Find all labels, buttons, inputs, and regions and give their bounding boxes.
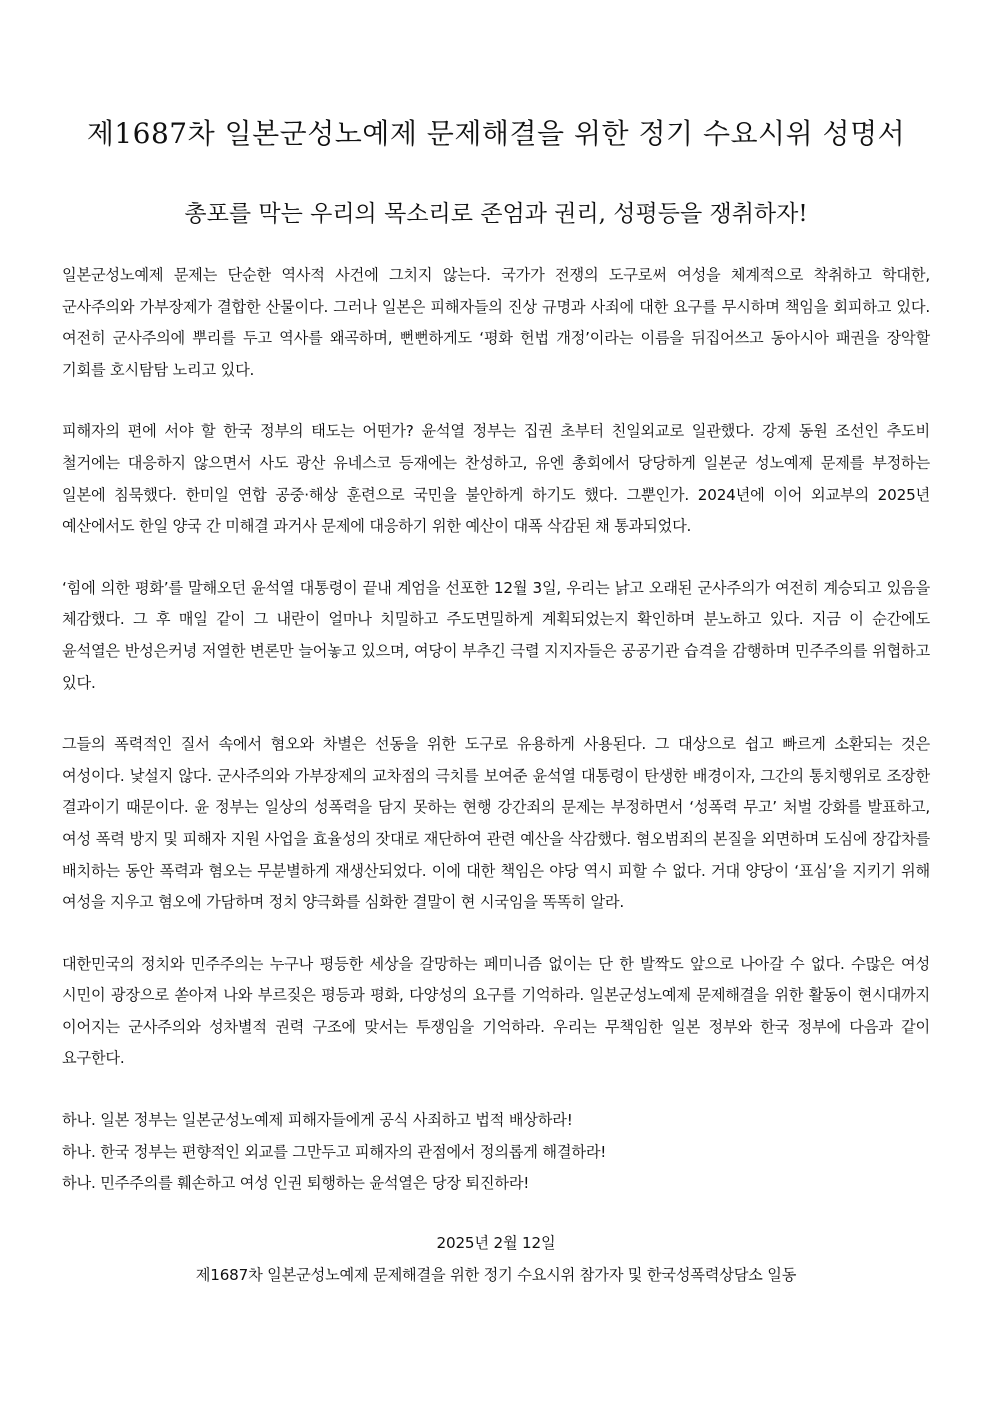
statement-signer: 제1687차 일본군성노예제 문제해결을 위한 정기 수요시위 참가자 및 한국성폭력상담소 일동 <box>195 1266 797 1284</box>
paragraph: 그들의 폭력적인 질서 속에서 혐오와 차별은 선동을 위한 도구로 유용하게 사용된다. 그 대상으로 쉽고 빠르게 소환되는 것은 여성이다. 낯설지 않다. 군사주의와 가부장제의 교차점의 극치를 보여준 윤석열 대통령이 탄생한 배경이자, 그간의 통치행위로 조장한 결과이기 때문이다. 윤 정부는 일상의 성폭력을 담지 못하는 현행 강간죄의 문제는 부정하면서 ‘성폭력 무고’ 처벌 강화를 발표하고, 여성 폭력 방지 및 피해자 지원 사업을 효율성의 잣대로 재단하여 관련 예산을 삭감했다. 혐오범죄의 본질을 외면하며 도심에 장갑차를 배치하는 동안 폭력과 혐오는 무분별하게 재생산되었다. 이에 대한 책임은 야당 역시 피할 수 없다. 거대 양당이 ‘표심’을 지키기 위해 여성을 지우고 혐오에 가담하며 정치 양극화를 심화한 결말이 현 시국임을 똑똑히 알라. <box>62 735 930 912</box>
document-title: 제1687차 일본군성노예제 문제해결을 위한 정기 수요시위 성명서 <box>86 117 906 150</box>
paragraph: 피해자의 편에 서야 할 한국 정부의 태도는 어떤가? 윤석열 정부는 집권 초부터 친일외교로 일관했다. 강제 동원 조선인 추도비 철거에는 대응하지 않으면서 사도 광산 유네스코 등재에는 찬성하고, 유엔 총회에서 당당하게 일본군 성노예제 문제를 부정하는 일본에 침묵했다. 한미일 연합 공중·해상 훈련으로 국민을 불안하게 하기도 했다. 그뿐인가. 2024년에 이어 외교부의 2025년 예산에서도 한일 양국 간 미해결 과거사 문제에 대응하기 위한 예산이 대폭 삭감된 채 통과되었다. <box>62 422 930 536</box>
statement-date: 2025년 2월 12일 <box>436 1234 556 1252</box>
demands-list <box>62 1105 930 1200</box>
paragraph: 대한민국의 정치와 민주주의는 누구나 평등한 세상을 갈망하는 페미니즘 없이는 단 한 발짝도 앞으로 나아갈 수 없다. 수많은 여성 시민이 광장으로 쏟아져 나와 부르짖은 평등과 평화, 다양성의 요구를 기억하라. 일본군성노예제 문제해결을 위한 활동이 현시대까지 이어지는 군사주의와 성차별적 권력 구조에 맞서는 투쟁임을 기억하라. 우리는 무책임한 일본 정부와 한국 정부에 다음과 같이 요구한다. <box>62 954 930 1068</box>
paragraph: ‘힘에 의한 평화’를 말해오던 윤석열 대통령이 끝내 계엄을 선포한 12월 3일, 우리는 낡고 오래된 군사주의가 여전히 계승되고 있음을 체감했다. 그 후 매일 같이 그 내란이 얼마나 치밀하고 주도면밀하게 계획되었는지 확인하며 분노하고 있다. 지금 이 순간에도 윤석열은 반성은커녕 저열한 변론만 늘어놓고 있으며, 여당이 부추긴 극렬 지지자들은 공공기관 습격을 감행하며 민주주의를 위협하고 있다. <box>62 578 930 692</box>
document-subtitle: 총포를 막는 우리의 목소리로 존엄과 권리, 성평등을 쟁취하자! <box>184 201 808 227</box>
demand-item: 하나. 민주주의를 훼손하고 여성 인권 퇴행하는 윤석열은 당장 퇴진하라! <box>62 1174 530 1193</box>
paragraph: 일본군성노예제 문제는 단순한 역사적 사건에 그치지 않는다. 국가가 전쟁의 도구로써 여성을 체계적으로 착취하고 학대한, 군사주의와 가부장제가 결합한 산물이다. 그러나 일본은 피해자들의 진상 규명과 사죄에 대한 요구를 무시하며 책임을 회피하고 있다. 여전히 군사주의에 뿌리를 두고 역사를 왜곡하며, 뻔뻔하게도 ‘평화 헌법 개정’이라는 이름을 뒤집어쓰고 동아시아 패권을 장악할 기회를 호시탐탐 노리고 있다. <box>62 266 930 379</box>
demand-item: 하나. 한국 정부는 편향적인 외교를 그만두고 피해자의 관점에서 정의롭게 해결하라! <box>62 1142 607 1161</box>
document-body <box>62 260 930 1200</box>
demand-item: 하나. 일본 정부는 일본군성노예제 피해자들에게 공식 사죄하고 법적 배상하라! <box>62 1111 573 1130</box>
